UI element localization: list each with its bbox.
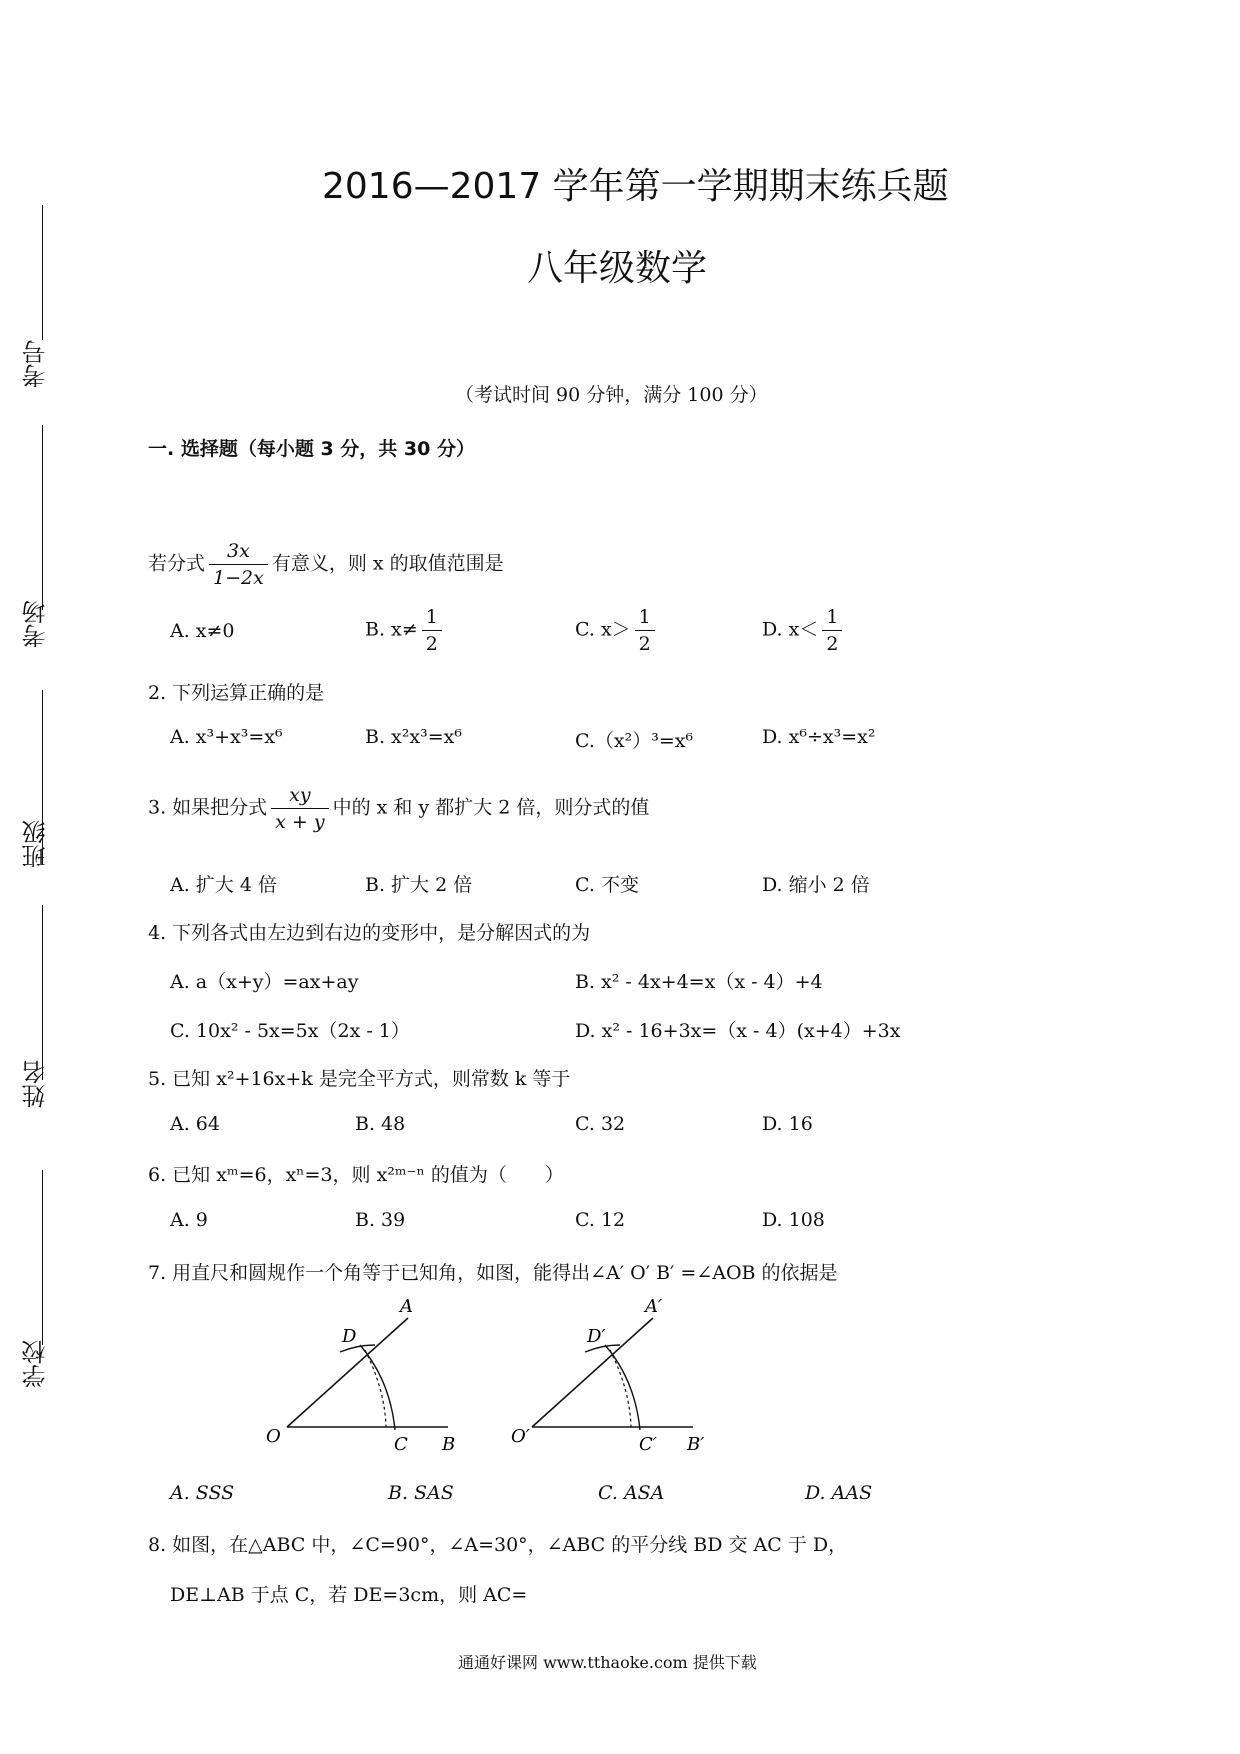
question-7-option-a: A. SSS bbox=[170, 1482, 235, 1504]
exam-info: （考试时间 90 分钟，满分 100 分） bbox=[455, 384, 768, 406]
question-5: 5. 已知 x²+16x+k 是完全平方式，则常数 k 等于 bbox=[148, 1068, 571, 1090]
section-heading: 一. 选择题（每小题 3 分，共 30 分） bbox=[148, 438, 475, 460]
question-3-option-d: D. 缩小 2 倍 bbox=[762, 874, 870, 896]
question-3-option-c: C. 不变 bbox=[575, 874, 639, 896]
question-3-prefix: 3. 如果把分式 bbox=[148, 796, 268, 819]
name-label: 姓名 bbox=[22, 1060, 50, 1108]
question-1-suffix: 有意义，则 x 的取值范围是 bbox=[271, 552, 504, 575]
half-numerator: 1 bbox=[635, 604, 655, 631]
label-c-prime: C′ bbox=[639, 1434, 657, 1455]
binding-line-2 bbox=[42, 425, 43, 610]
question-1-fraction-numerator: 3x bbox=[209, 538, 268, 565]
question-2: 2. 下列运算正确的是 bbox=[148, 682, 325, 704]
label-a: A bbox=[400, 1296, 413, 1317]
label-c: C bbox=[394, 1434, 408, 1455]
label-d-prime: D′ bbox=[587, 1326, 606, 1347]
label-b-prime: B′ bbox=[687, 1434, 705, 1455]
question-1-option-b-fraction bbox=[422, 604, 442, 657]
question-1-option-c bbox=[575, 604, 659, 657]
question-3-option-b: B. 扩大 2 倍 bbox=[365, 874, 473, 896]
school-label: 学校 bbox=[22, 1340, 50, 1388]
question-1 bbox=[148, 538, 504, 591]
label-b: B bbox=[442, 1434, 456, 1455]
question-7-option-d: D. AAS bbox=[805, 1482, 873, 1504]
binding-line-4 bbox=[42, 905, 43, 1080]
question-6-option-d: D. 108 bbox=[762, 1209, 825, 1231]
page-footer: 通通好课网 www.tthaoke.com 提供下载 bbox=[458, 1653, 757, 1672]
half-denominator: 2 bbox=[826, 633, 839, 655]
question-4-option-c: C. 10x² - 5x=5x（2x - 1） bbox=[170, 1020, 410, 1042]
exam-number-label: 考号 bbox=[22, 340, 50, 388]
arc-solid bbox=[605, 1345, 640, 1430]
question-3-fraction-numerator: xy bbox=[271, 782, 328, 809]
class-label: 班级 bbox=[22, 820, 50, 868]
label-d: D bbox=[342, 1326, 357, 1347]
angle-construction-figure-1 bbox=[260, 1290, 480, 1470]
question-4-option-d: D. x² - 16+3x=（x - 4）(x+4）+3x bbox=[575, 1020, 901, 1042]
question-5-option-c: C. 32 bbox=[575, 1113, 626, 1135]
question-1-fraction bbox=[209, 538, 268, 591]
question-3 bbox=[148, 782, 649, 835]
binding-line-1 bbox=[42, 205, 43, 340]
arc-dashed bbox=[610, 1350, 631, 1427]
question-4: 4. 下列各式由左边到右边的变形中，是分解因式的为 bbox=[148, 922, 591, 944]
question-1-option-b bbox=[365, 604, 446, 657]
question-6-option-b: B. 39 bbox=[355, 1209, 406, 1231]
question-2-option-d: D. x⁶÷x³=x² bbox=[762, 726, 876, 748]
question-7-option-c: C. ASA bbox=[598, 1482, 665, 1504]
question-1-option-a: A. x≠0 bbox=[170, 620, 235, 642]
binding-line-5 bbox=[42, 1170, 43, 1345]
question-1-option-b-text: B. x≠ bbox=[365, 618, 418, 641]
page-subtitle: 八年级数学 bbox=[527, 248, 708, 289]
question-8-line-1: 8. 如图，在△ABC 中，∠C=90°，∠A=30°，∠ABC 的平分线 BD 交 AC 于 D， bbox=[148, 1534, 848, 1556]
question-1-fraction-denominator: 1−2x bbox=[213, 567, 264, 589]
question-2-option-a: A. x³+x³=x⁶ bbox=[170, 726, 283, 748]
label-a-prime: A′ bbox=[645, 1296, 663, 1317]
question-1-option-d-fraction bbox=[822, 604, 842, 657]
question-4-option-a: A. a（x+y）=ax+ay bbox=[170, 971, 359, 993]
angle-construction-figure-2 bbox=[505, 1290, 725, 1470]
question-1-option-c-fraction bbox=[635, 604, 655, 657]
half-denominator: 2 bbox=[638, 633, 651, 655]
exam-room-label: 考场 bbox=[22, 600, 50, 648]
arc-solid bbox=[360, 1345, 395, 1430]
question-6-option-a: A. 9 bbox=[170, 1209, 208, 1231]
question-3-fraction bbox=[271, 782, 328, 835]
question-1-prefix: 若分式 bbox=[148, 552, 206, 575]
half-denominator: 2 bbox=[425, 633, 438, 655]
question-5-option-b: B. 48 bbox=[355, 1113, 406, 1135]
question-1-option-d-text: D. x＜ bbox=[762, 618, 819, 641]
question-5-option-d: D. 16 bbox=[762, 1113, 813, 1135]
arc-dashed bbox=[365, 1350, 386, 1427]
question-6: 6. 已知 xᵐ=6，xⁿ=3，则 x²ᵐ⁻ⁿ 的值为（ ） bbox=[148, 1164, 564, 1186]
question-7: 7. 用直尺和圆规作一个角等于已知角，如图，能得出∠A′ O′ B′ =∠AOB 的依据是 bbox=[148, 1262, 838, 1284]
question-1-option-c-text: C. x＞ bbox=[575, 618, 631, 641]
half-numerator: 1 bbox=[422, 604, 442, 631]
question-3-option-a: A. 扩大 4 倍 bbox=[170, 874, 277, 896]
question-5-option-a: A. 64 bbox=[170, 1113, 220, 1135]
label-o-prime: O′ bbox=[511, 1426, 530, 1447]
half-numerator: 1 bbox=[822, 604, 842, 631]
question-1-option-d bbox=[762, 604, 846, 657]
question-3-suffix: 中的 x 和 y 都扩大 2 倍，则分式的值 bbox=[332, 796, 650, 819]
question-4-option-b: B. x² - 4x+4=x（x - 4）+4 bbox=[575, 971, 823, 993]
question-7-option-b: B. SAS bbox=[388, 1482, 454, 1504]
question-2-option-b: B. x²x³=x⁶ bbox=[365, 726, 462, 748]
question-2-option-c: C.（x²）³=x⁶ bbox=[575, 730, 694, 752]
question-8-line-2: DE⊥AB 于点 C，若 DE=3cm，则 AC= bbox=[170, 1584, 528, 1606]
label-o: O bbox=[266, 1426, 281, 1447]
question-6-option-c: C. 12 bbox=[575, 1209, 626, 1231]
page-title: 2016—2017 学年第一学期期末练兵题 bbox=[322, 166, 949, 207]
question-3-fraction-denominator: x + y bbox=[275, 811, 325, 833]
